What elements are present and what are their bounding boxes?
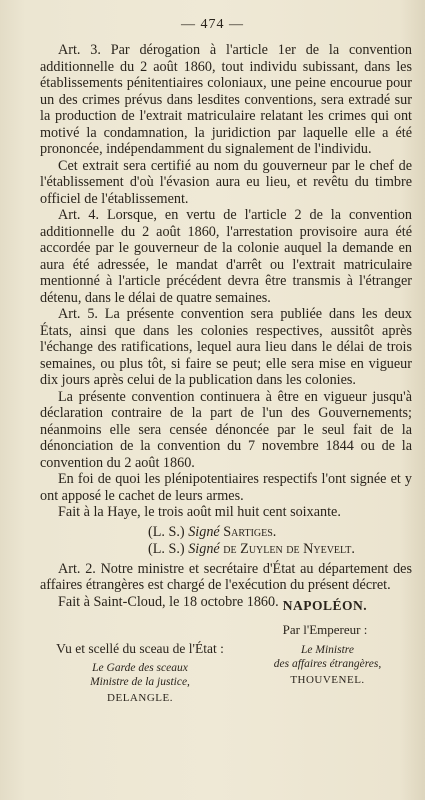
- seal-mark: (L. S.): [148, 523, 185, 540]
- signe-label: Signé: [188, 540, 220, 557]
- document-body: [40, 42, 412, 610]
- seal-mark: (L. S.): [148, 540, 185, 557]
- paragraph-haye: Fait à la Haye, le trois août mil huit cent soixante.: [58, 504, 341, 520]
- garde-name: DELANGLE.: [107, 692, 173, 704]
- signatory-name: de Zuylen de Nyevelt.: [223, 540, 355, 557]
- signature-sartiges: [40, 524, 412, 541]
- paragraph-saint-cloud: Fait à Saint-Cloud, le 18 octobre 1860.: [58, 593, 279, 610]
- paragraph-extract: Cet extrait sera certifié au nom du gouverneur par le chef de l'établissement d'où l'évasion aura eu lieu, et revêtu du timbre officiel de l'établissement.: [40, 157, 412, 207]
- page-number: — 474 —: [181, 17, 244, 32]
- signature-block: [40, 524, 412, 558]
- paragraph-vigueur: La présente convention continuera à être en vigueur jusqu'à déclaration contraire de la part de l'un des Gouvernements; néanmoins elle sera censée dénoncée par le seul fait de la dénonciation de la convention du 7 novembre 1844 ou de la convention du 2 août 1860.: [40, 388, 412, 471]
- paragraph-art2: Art. 2. Notre ministre et secrétaire d'État au département des affaires étrangères est chargé de l'exécution du présent décret.: [40, 560, 412, 593]
- garde-title-2: Ministre de la justice,: [90, 676, 190, 688]
- signature-zuylen: [40, 541, 412, 558]
- paragraph-art5: Art. 5. La présente convention sera publiée dans les deux États, ainsi que dans les colonies respectives, aussitôt après l'échange des ratifications, lequel aura lieu dans le délai de trois semaines, ou plus tôt, si faire se peut; elle sera mise en vigueur dix jours après celui de la publication dans les colonies.: [40, 306, 412, 388]
- seal-attestation: [55, 640, 225, 704]
- ministre-name: THOUVENEL.: [290, 674, 365, 686]
- par-empereur: Par l'Empereur :: [282, 622, 368, 637]
- napoleon-signature: NAPOLÉON.: [282, 598, 368, 613]
- signe-label: Signé: [188, 523, 220, 540]
- ministre-title-1: Le Ministre: [301, 644, 354, 656]
- garde-title-1: Le Garde des sceaux: [92, 662, 188, 674]
- paragraph-art4: Art. 4. Lorsque, en vertu de l'article 2 de la convention additionnelle du 2 août 1860, l'arrestation provisoire aura été accordée par le gouverneur de la colonie auquel la demande en aura été adressée, le mandat d'arrêt ou l'extrait matriculaire mentionné à l'article précédent devra être transmis à l'étranger détenu, dans le délai de quatre semaines.: [40, 207, 412, 306]
- paragraph-art3: Art. 3. Par dérogation à l'article 1er de la convention additionnelle du 2 août 1860, tout individu subissant, dans les établissements pénitentiaires coloniaux, une peine encourue pour un des crimes prévus dans lesdites conventions, sera extradé sur la production de l'extrait matriculaire relatant les crimes qui ont motivé la condamnation, la juridiction par laquelle elle a été prononcée, indépendamment du signalement de l'individu.: [40, 42, 412, 157]
- minister-attestation: [260, 643, 395, 686]
- ministre-title-2: des affaires étrangères,: [273, 658, 382, 670]
- seal-line: Vu et scellé du sceau de l'État :: [56, 641, 224, 656]
- paragraph-foi: En foi de quoi les plénipotentiaires respectifs l'ont signée et y ont apposé le cachet de leurs armes.: [40, 471, 412, 504]
- signatory-name: Sartiges.: [223, 523, 277, 540]
